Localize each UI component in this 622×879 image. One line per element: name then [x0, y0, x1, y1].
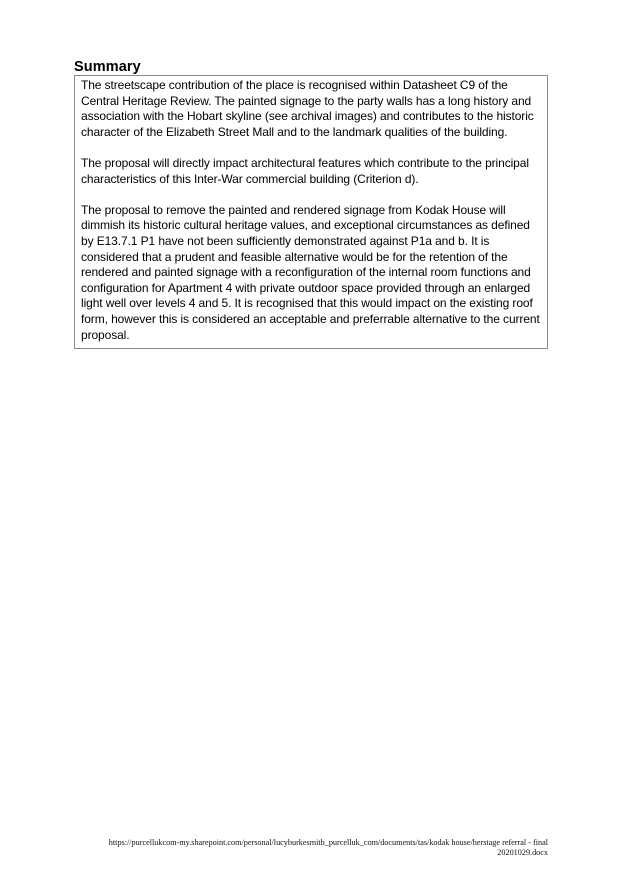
- document-footer: [88, 838, 548, 858]
- summary-heading: Summary: [74, 59, 141, 75]
- summary-box: [74, 75, 548, 349]
- summary-paragraph-3: The proposal to remove the painted and rendered signage from Kodak House will dimmish its historic cultural heritage values, and exceptional circumstances as defined by E13.7.1 P1 have not been sufficiently demonstrated against P1a and b. It is considered that a prudent and feasible alternative would be for the retention of the rendered and painted signage with a reconfiguration of the internal room functions and configuration for Apartment 4 with private outdoor space provided through an enlarged light well over levels 4 and 5. It is recognised that this would impact on the existing roof form, however this is considered an acceptable and preferrable alternative to the current proposal.: [81, 202, 540, 342]
- footer-path-line-1: https://purcellukcom-my.sharepoint.com/personal/lucyburkesmith_purcelluk_com/documents/tas/kodak house/herstage referral - final: [108, 838, 548, 847]
- footer-path-line-2: 20201029.docx: [497, 848, 548, 857]
- summary-paragraph-2: The proposal will directly impact architectural features which contribute to the principal characteristics of this Inter-War commercial building (Criterion d).: [81, 155, 529, 186]
- summary-paragraph-1: The streetscape contribution of the place is recognised within Datasheet C9 of the Central Heritage Review. The painted signage to the party walls has a long history and association with the Hobart skyline (see archival images) and contributes to the historic character of the Elizabeth Street Mall and to the landmark qualities of the building.: [81, 78, 534, 139]
